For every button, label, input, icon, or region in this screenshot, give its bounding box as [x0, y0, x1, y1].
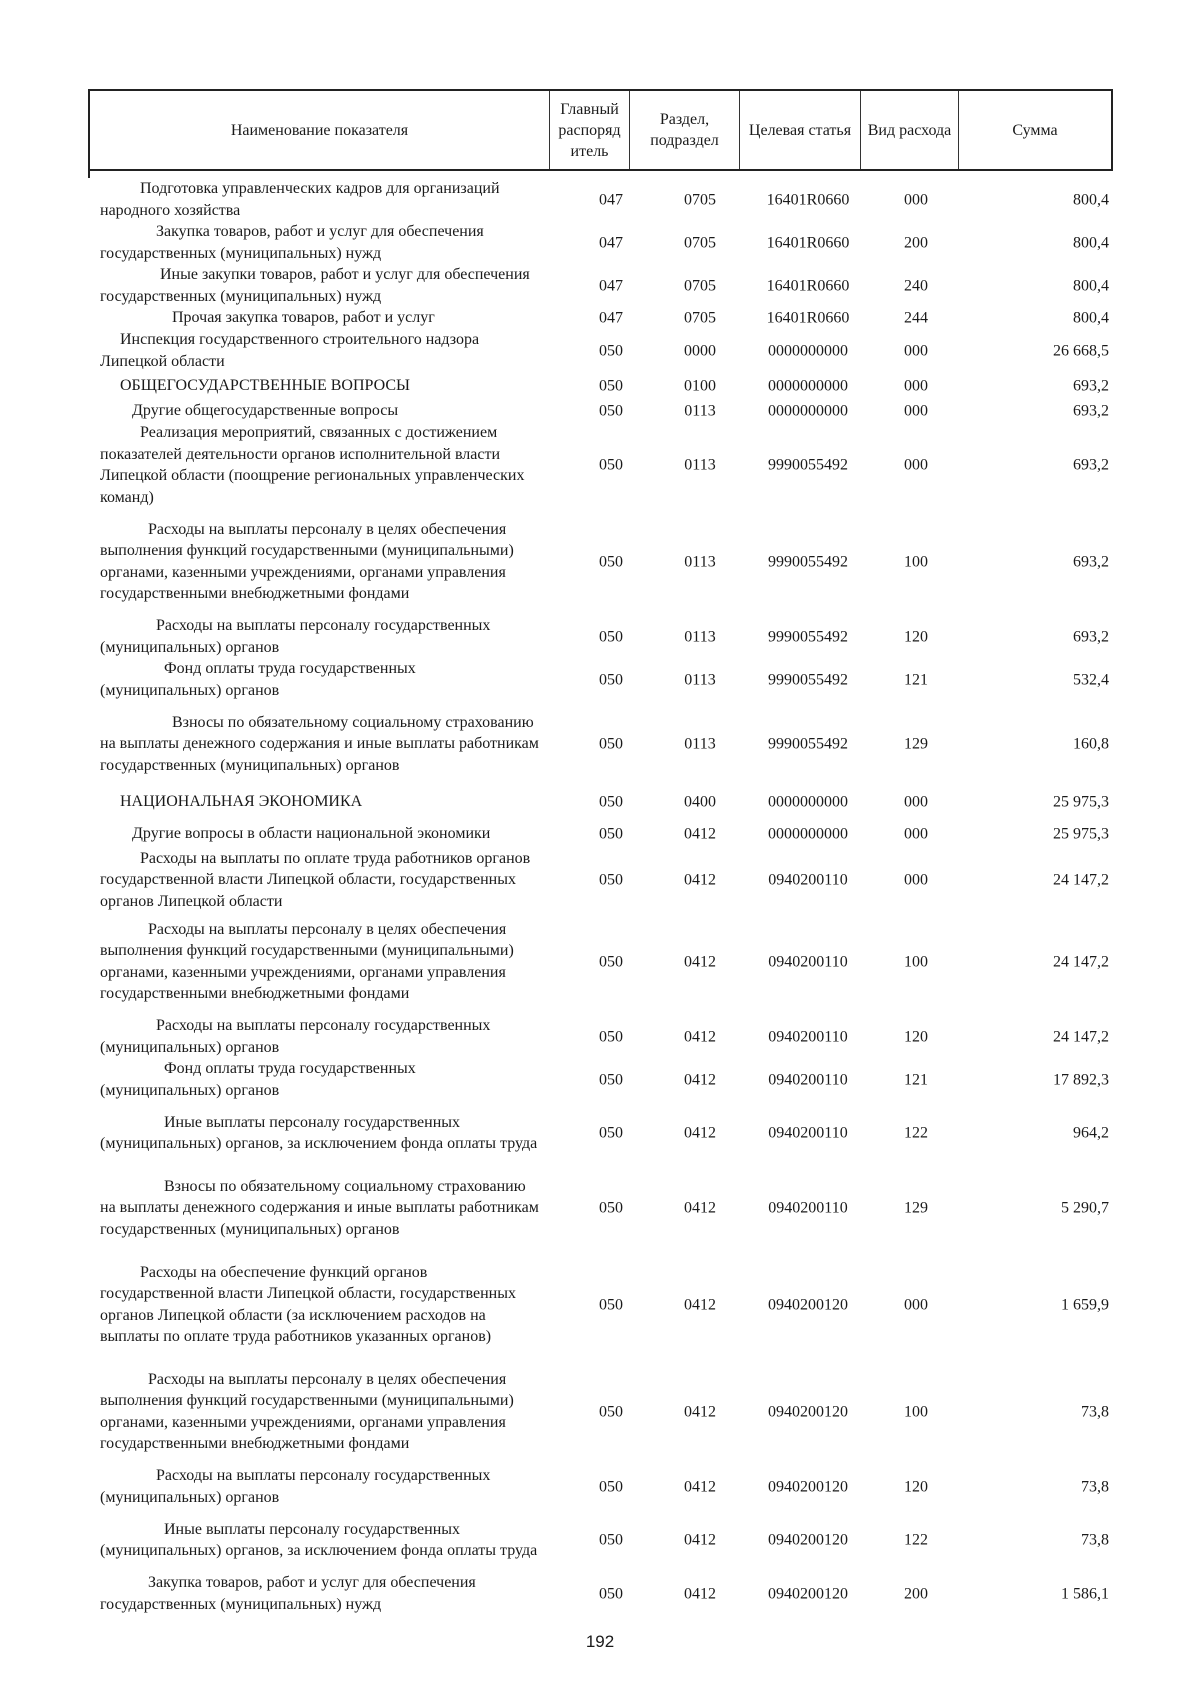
cell-sum: 1 586,1 — [1061, 1584, 1109, 1602]
cell-sum: 693,2 — [1073, 456, 1109, 474]
header-vr: Вид расхода — [861, 91, 959, 169]
cell-grbs: 047 — [599, 276, 623, 294]
table-row — [100, 1058, 1111, 1101]
row-name — [100, 1176, 540, 1241]
table-row — [100, 1508, 1111, 1572]
table-row — [100, 1015, 1111, 1058]
row-name — [100, 178, 540, 221]
row-name-text: Другие общегосударственные вопросы — [132, 402, 399, 420]
cell-vr: 000 — [904, 825, 928, 843]
row-name — [100, 658, 540, 701]
cell-csr: 0940200110 — [768, 1070, 848, 1088]
cell-razdel: 0412 — [684, 871, 716, 889]
row-name-text: Расходы на выплаты персоналу государственных (муниципальных) органов — [100, 1467, 491, 1506]
row-name-text: Закупка товаров, работ и услуг для обеспечения государственных (муниципальных) нужд — [100, 223, 484, 262]
cell-grbs: 050 — [599, 1070, 623, 1088]
row-name — [100, 823, 540, 845]
row-name-text: Фонд оплаты труда государственных (муниципальных) органов — [100, 660, 416, 699]
cell-csr: 0000000000 — [768, 377, 848, 395]
cell-vr: 000 — [904, 341, 928, 359]
cell-csr: 0940200120 — [768, 1477, 848, 1495]
cell-sum: 73,8 — [1081, 1531, 1109, 1549]
row-name-text: Инспекция государственного строительного надзора Липецкой области — [100, 331, 480, 370]
table-row — [100, 1251, 1111, 1358]
row-name-text: Иные выплаты персоналу государственных (муниципальных) органов, за исключением фонда оплаты труда — [100, 1520, 538, 1559]
cell-razdel: 0400 — [684, 792, 716, 810]
cell-razdel: 0412 — [684, 1070, 716, 1088]
row-name-text: Расходы на выплаты персоналу государственных (муниципальных) органов — [100, 1017, 491, 1056]
table-row — [100, 1101, 1111, 1165]
header-razdel: Раздел, подраздел — [630, 91, 740, 169]
cell-grbs: 050 — [599, 825, 623, 843]
cell-sum: 25 975,3 — [1053, 792, 1109, 810]
cell-vr: 100 — [904, 552, 928, 570]
table-row — [100, 372, 1111, 400]
cell-csr: 0940200120 — [768, 1402, 848, 1420]
cell-grbs: 050 — [599, 402, 623, 420]
cell-grbs: 050 — [599, 1584, 623, 1602]
cell-vr: 200 — [904, 1584, 928, 1602]
table-row — [100, 422, 1111, 508]
cell-grbs: 050 — [599, 377, 623, 395]
row-name — [100, 615, 540, 658]
table-row — [100, 221, 1111, 264]
row-name-text: Взносы по обязательному социальному страхованию на выплаты денежного содержания и иные выплаты работникам государственных (муниципальных) органов — [100, 713, 539, 774]
cell-vr: 000 — [904, 792, 928, 810]
cell-sum: 26 668,5 — [1053, 341, 1109, 359]
cell-vr: 120 — [904, 1027, 928, 1045]
cell-razdel: 0705 — [684, 190, 716, 208]
row-name — [100, 375, 540, 397]
row-name — [100, 519, 540, 605]
cell-grbs: 050 — [599, 1199, 623, 1217]
cell-sum: 17 892,3 — [1053, 1070, 1109, 1088]
cell-csr: 9990055492 — [768, 627, 848, 645]
table-left-edge — [88, 171, 90, 178]
row-name-text: Расходы на обеспечение функций органов государственной власти Липецкой области, государственных органов Липецкой области (за исключением расходов на выплаты по оплате труда работников указанных органов) — [100, 1263, 516, 1345]
row-name-text: Другие вопросы в области национальной экономики — [132, 825, 491, 843]
table-row — [100, 508, 1111, 615]
header-name: Наименование показателя — [90, 91, 550, 169]
row-name — [100, 221, 540, 264]
cell-csr: 16401R0660 — [766, 233, 850, 251]
cell-razdel: 0113 — [684, 456, 716, 474]
row-name-text: ОБЩЕГОСУДАРСТВЕННЫЕ ВОПРОСЫ — [120, 377, 410, 395]
cell-grbs: 050 — [599, 670, 623, 688]
cell-vr: 100 — [904, 952, 928, 970]
cell-razdel: 0412 — [684, 1027, 716, 1045]
page-number: 192 — [585, 1632, 615, 1651]
cell-csr: 0940200110 — [768, 952, 848, 970]
cell-grbs: 050 — [599, 871, 623, 889]
row-name-text: Фонд оплаты труда государственных (муниципальных) органов — [100, 1060, 416, 1099]
cell-razdel: 0100 — [684, 377, 716, 395]
cell-sum: 693,2 — [1073, 627, 1109, 645]
cell-grbs: 050 — [599, 1124, 623, 1142]
table-row — [100, 658, 1111, 701]
cell-vr: 244 — [904, 309, 928, 327]
cell-sum: 800,4 — [1073, 276, 1109, 294]
row-name-text: Иные выплаты персоналу государственных (муниципальных) органов, за исключением фонда оплаты труда — [100, 1113, 538, 1152]
row-name-text: Расходы на выплаты персоналу государственных (муниципальных) органов — [100, 617, 491, 656]
cell-vr: 000 — [904, 190, 928, 208]
cell-vr: 000 — [904, 402, 928, 420]
cell-razdel: 0705 — [684, 309, 716, 327]
cell-vr: 129 — [904, 735, 928, 753]
cell-csr: 0940200110 — [768, 871, 848, 889]
row-name — [100, 1369, 540, 1455]
cell-vr: 121 — [904, 670, 928, 688]
table-header — [88, 89, 1113, 171]
cell-sum: 693,2 — [1073, 377, 1109, 395]
cell-razdel: 0412 — [684, 1477, 716, 1495]
row-name — [100, 1058, 540, 1101]
cell-razdel: 0412 — [684, 1124, 716, 1142]
cell-sum: 24 147,2 — [1053, 952, 1109, 970]
cell-sum: 24 147,2 — [1053, 1027, 1109, 1045]
row-name — [100, 1015, 540, 1058]
row-name-text: Расходы на выплаты по оплате труда работников органов государственной власти Липецкой области, государственных органов Липецкой области — [100, 849, 531, 910]
cell-csr: 9990055492 — [768, 456, 848, 474]
cell-sum: 800,4 — [1073, 190, 1109, 208]
table-row — [100, 307, 1111, 329]
cell-grbs: 050 — [599, 1531, 623, 1549]
cell-grbs: 050 — [599, 792, 623, 810]
cell-razdel: 0412 — [684, 1531, 716, 1549]
cell-razdel: 0705 — [684, 276, 716, 294]
cell-sum: 1 659,9 — [1061, 1295, 1109, 1313]
table-row — [100, 1165, 1111, 1251]
cell-csr: 0000000000 — [768, 402, 848, 420]
cell-sum: 160,8 — [1073, 735, 1109, 753]
cell-sum: 800,4 — [1073, 233, 1109, 251]
cell-razdel: 0113 — [684, 552, 716, 570]
table-row — [100, 329, 1111, 372]
cell-sum: 800,4 — [1073, 309, 1109, 327]
cell-grbs: 047 — [599, 190, 623, 208]
cell-csr: 16401R0660 — [766, 309, 850, 327]
cell-razdel: 0412 — [684, 952, 716, 970]
cell-grbs: 050 — [599, 456, 623, 474]
table-row — [100, 178, 1111, 221]
cell-razdel: 0113 — [684, 627, 716, 645]
row-name-text: Закупка товаров, работ и услуг для обеспечения государственных (муниципальных) нужд — [100, 1574, 476, 1613]
cell-grbs: 050 — [599, 1027, 623, 1045]
cell-razdel: 0113 — [684, 735, 716, 753]
cell-csr: 9990055492 — [768, 735, 848, 753]
row-name — [100, 400, 540, 422]
cell-razdel: 0000 — [684, 341, 716, 359]
row-name — [100, 1112, 540, 1155]
table-row — [100, 849, 1111, 910]
cell-sum: 5 290,7 — [1061, 1199, 1109, 1217]
cell-razdel: 0705 — [684, 233, 716, 251]
cell-vr: 122 — [904, 1531, 928, 1549]
cell-csr: 16401R0660 — [766, 276, 850, 294]
cell-grbs: 050 — [599, 1402, 623, 1420]
row-name — [100, 1572, 540, 1615]
cell-csr: 0940200120 — [768, 1295, 848, 1313]
row-name-text: НАЦИОНАЛЬНАЯ ЭКОНОМИКА — [120, 792, 363, 810]
table-row — [100, 400, 1111, 422]
row-name — [100, 791, 540, 813]
cell-grbs: 050 — [599, 341, 623, 359]
cell-razdel: 0412 — [684, 825, 716, 843]
cell-vr: 240 — [904, 276, 928, 294]
header-summa: Сумма — [1012, 121, 1058, 139]
cell-vr: 122 — [904, 1124, 928, 1142]
row-name — [100, 307, 540, 329]
row-name-text: Расходы на выплаты персоналу в целях обеспечения выполнения функций государственными (муниципальными) органами, казенными учреждениями, органами управления государственными внебюджетными фондами — [100, 920, 514, 1002]
row-name — [100, 712, 540, 777]
table-row — [100, 1465, 1111, 1508]
table-row — [100, 816, 1111, 852]
cell-grbs: 050 — [599, 952, 623, 970]
row-name-text: Прочая закупка товаров, работ и услуг — [172, 309, 435, 327]
cell-csr: 0940200120 — [768, 1531, 848, 1549]
cell-sum: 964,2 — [1073, 1124, 1109, 1142]
cell-grbs: 047 — [599, 309, 623, 327]
cell-vr: 200 — [904, 233, 928, 251]
row-name — [100, 264, 540, 307]
row-name — [100, 329, 540, 372]
row-name-text: Расходы на выплаты персоналу в целях обеспечения выполнения функций государственными (муниципальными) органами, казенными учреждениями, органами управления государственными внебюджетными фондами — [100, 520, 514, 602]
row-name — [100, 422, 540, 508]
cell-csr: 9990055492 — [768, 552, 848, 570]
table-row — [100, 615, 1111, 658]
cell-razdel: 0412 — [684, 1402, 716, 1420]
cell-csr: 0940200110 — [768, 1199, 848, 1217]
table-row — [100, 264, 1111, 307]
cell-sum: 25 975,3 — [1053, 825, 1109, 843]
cell-vr: 000 — [904, 456, 928, 474]
cell-grbs: 050 — [599, 735, 623, 753]
cell-sum: 693,2 — [1073, 552, 1109, 570]
cell-csr: 0940200120 — [768, 1584, 848, 1602]
cell-vr: 121 — [904, 1070, 928, 1088]
table-row — [100, 701, 1111, 787]
row-name — [100, 1262, 540, 1348]
cell-sum: 532,4 — [1073, 670, 1109, 688]
row-name — [100, 1465, 540, 1508]
cell-csr: 0000000000 — [768, 792, 848, 810]
cell-vr: 000 — [904, 871, 928, 889]
cell-csr: 0940200110 — [768, 1124, 848, 1142]
cell-grbs: 050 — [599, 552, 623, 570]
table-row — [100, 908, 1111, 1015]
header-csr: Целевая статья — [740, 91, 861, 169]
cell-vr: 120 — [904, 627, 928, 645]
table-row — [100, 1572, 1111, 1615]
cell-vr: 000 — [904, 1295, 928, 1313]
cell-csr: 0000000000 — [768, 825, 848, 843]
cell-vr: 120 — [904, 1477, 928, 1495]
row-name-text: Взносы по обязательному социальному страхованию на выплаты денежного содержания и иные выплаты работникам государственных (муниципальных) органов — [100, 1177, 539, 1238]
row-name-text: Расходы на выплаты персоналу в целях обеспечения выполнения функций государственными (муниципальными) органами, казенными учреждениями, органами управления государственными внебюджетными фондами — [100, 1370, 514, 1452]
cell-sum: 73,8 — [1081, 1477, 1109, 1495]
cell-razdel: 0412 — [684, 1584, 716, 1602]
cell-sum: 24 147,2 — [1053, 871, 1109, 889]
cell-grbs: 050 — [599, 627, 623, 645]
cell-vr: 129 — [904, 1199, 928, 1217]
cell-razdel: 0113 — [684, 402, 716, 420]
cell-vr: 100 — [904, 1402, 928, 1420]
table-row — [100, 1358, 1111, 1465]
row-name — [100, 848, 540, 913]
cell-razdel: 0412 — [684, 1295, 716, 1313]
cell-csr: 0940200110 — [768, 1027, 848, 1045]
cell-razdel: 0412 — [684, 1199, 716, 1217]
cell-grbs: 050 — [599, 1295, 623, 1313]
cell-grbs: 050 — [599, 1477, 623, 1495]
cell-sum: 73,8 — [1081, 1402, 1109, 1420]
cell-grbs: 047 — [599, 233, 623, 251]
cell-csr: 9990055492 — [768, 670, 848, 688]
cell-csr: 16401R0660 — [766, 190, 850, 208]
row-name — [100, 919, 540, 1005]
cell-razdel: 0113 — [684, 670, 716, 688]
cell-sum: 693,2 — [1073, 402, 1109, 420]
row-name-text: Реализация мероприятий, связанных с достижением показателей деятельности органов исполнительной власти Липецкой области (поощрение региональных управленческих команд) — [100, 424, 525, 506]
row-name-text: Иные закупки товаров, работ и услуг для обеспечения государственных (муниципальных) нужд — [100, 266, 530, 305]
table-row — [100, 787, 1111, 816]
row-name-text: Подготовка управленческих кадров для организаций народного хозяйства — [100, 180, 500, 219]
row-name — [100, 1519, 540, 1562]
cell-csr: 0000000000 — [768, 341, 848, 359]
cell-vr: 000 — [904, 377, 928, 395]
header-grbs: Главный распоряд итель — [550, 91, 630, 169]
